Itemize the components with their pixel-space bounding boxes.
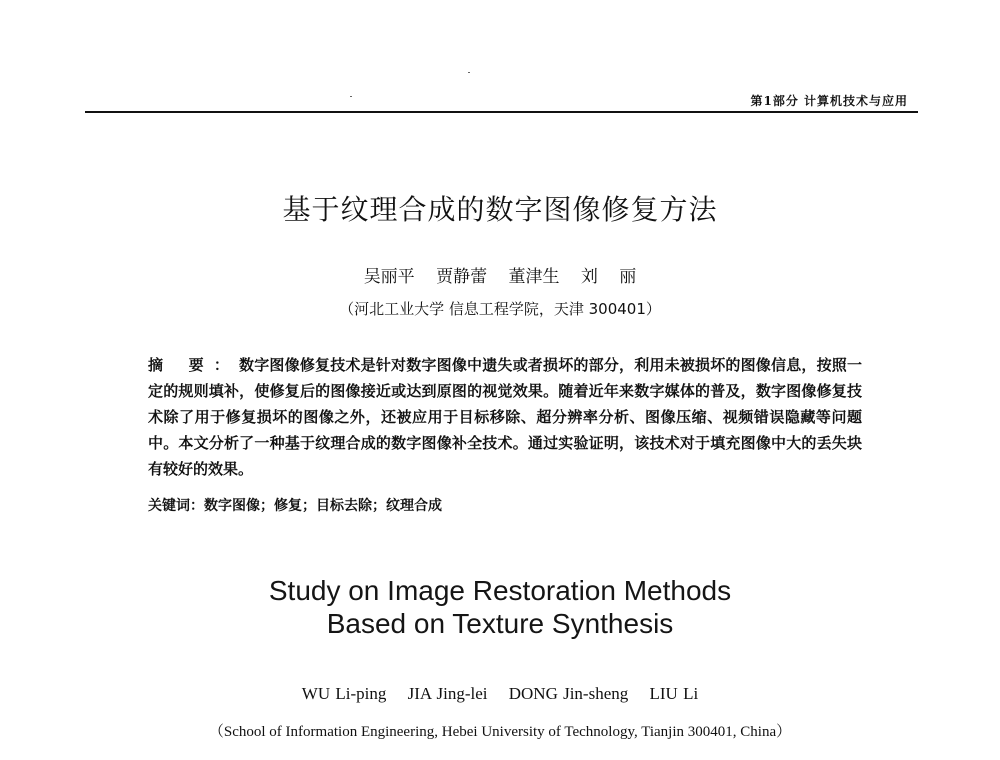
keywords-chinese: [148, 496, 862, 516]
affiliation-chinese: （河北工业大学 信息工程学院，天津 300401）: [339, 300, 661, 318]
title-en-line-1: Study on Image Restoration Methods: [268, 575, 732, 606]
header-rule: [85, 111, 918, 113]
authors-chinese: [0, 262, 1000, 287]
authors-english: [0, 684, 1000, 704]
abstract-text: 数字图像修复技术是针对数字图像中遗失或者损坏的部分，利用未被损坏的图像信息，按照一定的规则填补，使修复后的图像接近或达到原图的视觉效果。随着近年来数字媒体的普及，数字图像修复技术除了用于修复损坏的图像之外，还被应用于目标移除、超分辨率分析、图像压缩、视频错误隐藏等问题中。本文分析了一种基于纹理合成的数字图像补全技术。通过实验证明，该技术对于填充图像中大的丢失块有较好的效果。: [148, 356, 862, 478]
paper-title-english: [0, 574, 1000, 640]
author-en-3: DONG Jin-sheng: [508, 684, 629, 703]
paper-title-chinese: 基于纹理合成的数字图像修复方法: [282, 193, 718, 226]
keywords-label: 关键词：: [148, 498, 204, 514]
author-en-2: JIA Jing-lei: [407, 684, 488, 703]
affiliation-english: （School of Information Engineering, Hebei University of Technology, Tianjin 300401, China）: [208, 724, 792, 740]
running-header: 第1部分 计算机技术与应用: [750, 94, 908, 108]
title-en-line-2: Based on Texture Synthesis: [326, 608, 674, 639]
author-cn-3: 董津生: [508, 267, 560, 287]
scan-speck: [468, 72, 470, 73]
author-en-1: WU Li-ping: [301, 684, 387, 703]
author-cn-4: 刘 丽: [580, 267, 637, 287]
abstract-chinese: [148, 352, 862, 482]
keywords-text: 数字图像；修复；目标去除；纹理合成: [204, 498, 442, 514]
author-cn-2: 贾静蕾: [436, 267, 488, 287]
scan-speck: [350, 96, 352, 97]
author-en-4: LIU Li: [649, 684, 699, 703]
author-cn-1: 吴丽平: [363, 267, 415, 287]
abstract-label: 摘 要：: [148, 356, 240, 374]
